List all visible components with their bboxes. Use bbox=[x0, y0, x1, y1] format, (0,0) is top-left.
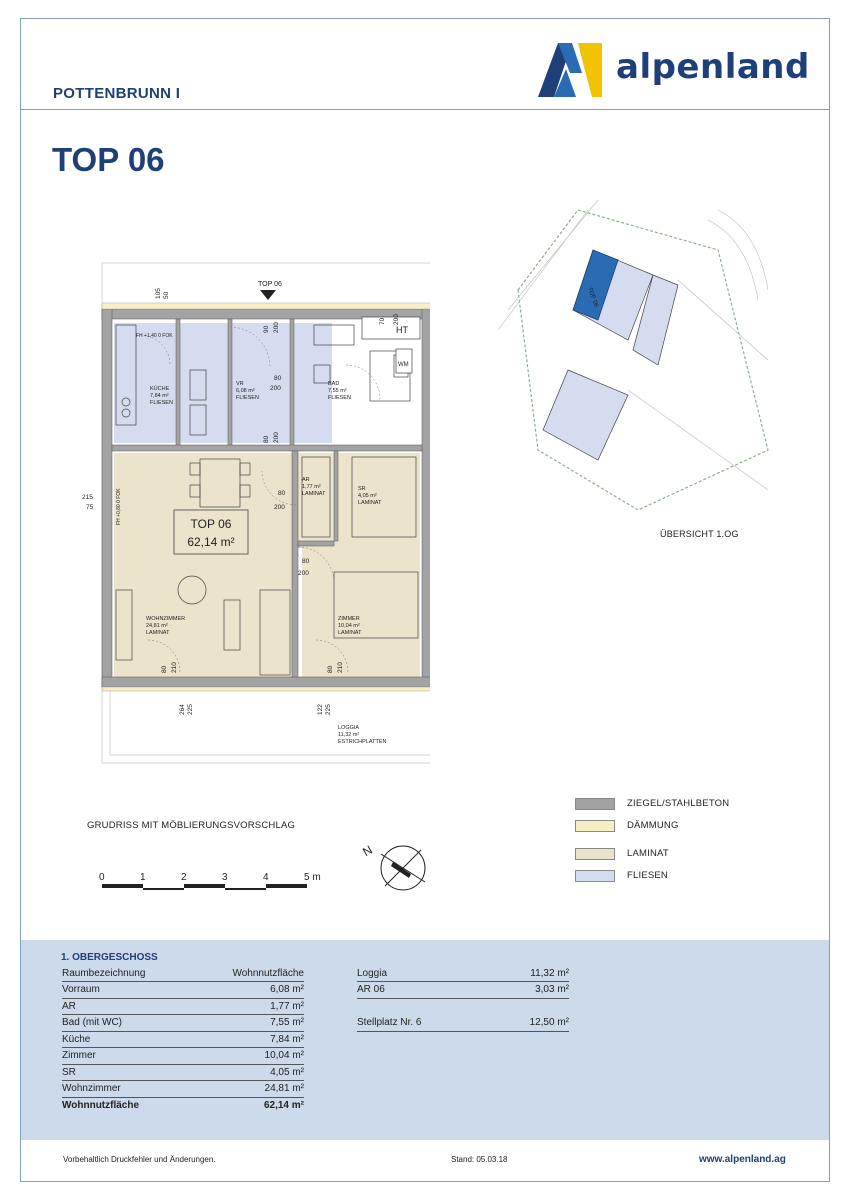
svg-text:210: 210 bbox=[171, 662, 178, 673]
svg-text:1,77 m²: 1,77 m² bbox=[302, 484, 321, 490]
footer bbox=[21, 1140, 829, 1181]
scale-label: 0 bbox=[99, 872, 105, 883]
table-row bbox=[62, 1031, 304, 1048]
extra-name bbox=[357, 998, 487, 1015]
legend-swatch bbox=[575, 848, 615, 860]
table-header-row bbox=[62, 965, 304, 982]
extra-name: AR 06 bbox=[357, 982, 487, 999]
svg-text:50: 50 bbox=[163, 291, 170, 299]
svg-text:122: 122 bbox=[317, 704, 324, 715]
svg-text:N: N bbox=[360, 842, 375, 860]
svg-text:80: 80 bbox=[302, 558, 310, 565]
table-row bbox=[62, 1081, 304, 1098]
table-row bbox=[62, 982, 304, 999]
overview-caption: ÜBERSICHT 1.OG bbox=[660, 529, 739, 539]
room-area: 6,08 m² bbox=[212, 982, 304, 999]
extra-area: 12,50 m² bbox=[487, 1015, 569, 1032]
svg-text:225: 225 bbox=[187, 704, 194, 715]
svg-text:215: 215 bbox=[82, 494, 93, 501]
site-boundary bbox=[518, 210, 768, 510]
svg-text:4,05 m²: 4,05 m² bbox=[358, 493, 377, 499]
legend bbox=[575, 780, 805, 890]
legend-swatch bbox=[575, 870, 615, 882]
total-row bbox=[62, 1097, 304, 1114]
scale-label: 2 bbox=[181, 872, 187, 883]
ht-label: HT bbox=[396, 325, 408, 335]
scale-label: 4 bbox=[263, 872, 269, 883]
legend-swatch bbox=[575, 798, 615, 810]
svg-text:6,08 m²: 6,08 m² bbox=[236, 388, 255, 394]
room-area: 1,77 m² bbox=[212, 998, 304, 1015]
scale-segment bbox=[143, 888, 184, 890]
svg-text:24,81 m²: 24,81 m² bbox=[146, 623, 168, 629]
wm-label: WM bbox=[398, 362, 409, 368]
svg-text:KÜCHE: KÜCHE bbox=[150, 386, 170, 392]
svg-text:LAMINAT: LAMINAT bbox=[146, 630, 170, 636]
room-name: Wohnzimmer bbox=[62, 1081, 212, 1098]
legend-label: FLIESEN bbox=[627, 870, 668, 881]
table-row bbox=[62, 1015, 304, 1032]
insulation-top bbox=[102, 303, 430, 309]
floor-plan bbox=[80, 245, 430, 810]
plan-caption: GRUDRISS MIT MÖBLIERUNGSVORSCHLAG bbox=[87, 820, 296, 831]
unit-area-value: 62,14 m² bbox=[187, 535, 235, 549]
svg-text:75: 75 bbox=[86, 504, 94, 511]
svg-text:FLIESEN: FLIESEN bbox=[236, 395, 259, 401]
footer-date: Stand: 05.03.18 bbox=[451, 1155, 508, 1164]
unit-marker-icon bbox=[260, 290, 276, 300]
svg-text:80: 80 bbox=[263, 435, 270, 443]
logo-wordmark: alpenland bbox=[616, 47, 810, 87]
svg-text:LAMINAT: LAMINAT bbox=[302, 491, 326, 497]
svg-text:200: 200 bbox=[274, 504, 285, 511]
svg-text:200: 200 bbox=[393, 314, 400, 325]
svg-text:80: 80 bbox=[278, 490, 286, 497]
footer-website-link[interactable]: www.alpenland.ag bbox=[699, 1154, 786, 1165]
svg-text:ZIMMER: ZIMMER bbox=[338, 616, 360, 622]
svg-text:264: 264 bbox=[179, 704, 186, 715]
column-header-value: Wohnnutzfläche bbox=[212, 965, 304, 982]
wohnzimmer-floor-fill bbox=[114, 453, 296, 678]
extra-area: 3,03 m² bbox=[487, 982, 569, 999]
logo-mark-icon bbox=[536, 39, 616, 101]
ht-box bbox=[362, 317, 420, 339]
level-note-kitchen: FH +1,40 0 FOK bbox=[136, 333, 173, 339]
scale-label: 5 m bbox=[304, 872, 321, 883]
room-area: 7,55 m² bbox=[212, 1015, 304, 1032]
north-arrow-icon bbox=[355, 830, 435, 900]
room-name: Küche bbox=[62, 1031, 212, 1048]
svg-text:210: 210 bbox=[337, 662, 344, 673]
room-area: 10,04 m² bbox=[212, 1048, 304, 1065]
table-row bbox=[357, 965, 569, 982]
tiled-area-fill bbox=[114, 323, 332, 443]
svg-text:105: 105 bbox=[155, 288, 162, 299]
svg-text:WOHNZIMMER: WOHNZIMMER bbox=[146, 616, 186, 622]
extra-name: Loggia bbox=[357, 965, 487, 982]
room-area: 24,81 m² bbox=[212, 1081, 304, 1098]
svg-text:FLIESEN: FLIESEN bbox=[150, 400, 173, 406]
company-logo bbox=[536, 39, 826, 101]
svg-text:7,84 m²: 7,84 m² bbox=[150, 393, 169, 399]
svg-text:80: 80 bbox=[161, 665, 168, 673]
svg-text:80: 80 bbox=[274, 375, 282, 382]
insulation-bottom bbox=[102, 687, 430, 691]
unit-area-title: TOP 06 bbox=[190, 517, 232, 531]
svg-text:VR: VR bbox=[236, 381, 244, 387]
surrounding-streets bbox=[498, 200, 768, 490]
extra-name: Stellplatz Nr. 6 bbox=[357, 1015, 487, 1032]
svg-text:SR: SR bbox=[358, 486, 366, 492]
project-name: POTTENBRUNN I bbox=[53, 85, 181, 102]
scale-label: 3 bbox=[222, 872, 228, 883]
column-header-name: Raumbezeichnung bbox=[62, 965, 212, 982]
table-row bbox=[62, 1064, 304, 1081]
svg-text:90: 90 bbox=[263, 325, 270, 333]
table-row bbox=[357, 982, 569, 999]
unit-title: TOP 06 bbox=[52, 141, 165, 178]
svg-text:200: 200 bbox=[273, 322, 280, 333]
table-row bbox=[62, 998, 304, 1015]
room-name: SR bbox=[62, 1064, 212, 1081]
footer-disclaimer: Vorbehaltlich Druckfehler und Änderungen. bbox=[63, 1155, 216, 1164]
floor-heading: 1. OBERGESCHOSS bbox=[61, 952, 158, 963]
svg-text:80: 80 bbox=[327, 665, 334, 673]
unit-tag: TOP 06 bbox=[258, 281, 282, 288]
svg-text:LAMINAT: LAMINAT bbox=[338, 630, 362, 636]
room-name: Zimmer bbox=[62, 1048, 212, 1065]
area-info-panel bbox=[21, 940, 829, 1140]
svg-text:AR: AR bbox=[302, 477, 310, 483]
svg-text:LAMINAT: LAMINAT bbox=[358, 500, 382, 506]
room-area: 4,05 m² bbox=[212, 1064, 304, 1081]
scale-segment bbox=[266, 884, 307, 888]
svg-text:225: 225 bbox=[325, 704, 332, 715]
legend-swatch bbox=[575, 820, 615, 832]
additional-area-table bbox=[357, 965, 569, 1032]
svg-text:LOGGIA: LOGGIA bbox=[338, 725, 360, 731]
svg-text:200: 200 bbox=[270, 385, 281, 392]
table-row bbox=[357, 1015, 569, 1032]
room-label-zimmer bbox=[338, 616, 362, 636]
total-label: Wohnnutzfläche bbox=[62, 1100, 140, 1111]
room-area: 7,84 m² bbox=[212, 1031, 304, 1048]
living-area-table bbox=[62, 965, 304, 1114]
highlighted-unit-label: TOP 06 bbox=[586, 286, 599, 308]
scale-bar bbox=[80, 850, 330, 890]
scale-label: 1 bbox=[140, 872, 146, 883]
extra-area bbox=[487, 998, 569, 1015]
room-name: Vorraum bbox=[62, 982, 212, 999]
svg-text:BAD: BAD bbox=[328, 381, 340, 387]
header bbox=[21, 19, 829, 110]
extra-area: 11,32 m² bbox=[487, 965, 569, 982]
table-row bbox=[357, 998, 569, 1015]
table-row bbox=[62, 1048, 304, 1065]
scale-segment bbox=[102, 884, 143, 888]
svg-text:200: 200 bbox=[273, 432, 280, 443]
scale-segment bbox=[184, 884, 225, 888]
svg-text:11,32 m²: 11,32 m² bbox=[338, 732, 360, 738]
legend-label: DÄMMUNG bbox=[627, 820, 679, 831]
washing-machine bbox=[396, 349, 412, 373]
svg-text:10,04 m²: 10,04 m² bbox=[338, 623, 360, 629]
svg-text:ESTRICHPLATTEN: ESTRICHPLATTEN bbox=[338, 739, 387, 745]
room-name: AR bbox=[62, 998, 212, 1015]
total-value: 62,14 m² bbox=[263, 1100, 304, 1111]
site-overview-map bbox=[478, 190, 778, 510]
svg-text:70: 70 bbox=[379, 317, 386, 325]
scale-segment bbox=[225, 888, 266, 890]
svg-text:FLIESEN: FLIESEN bbox=[328, 395, 351, 401]
svg-text:7,55 m²: 7,55 m² bbox=[328, 388, 347, 394]
level-note-living: FH +0,80 0 FOK bbox=[116, 488, 122, 525]
legend-label: LAMINAT bbox=[627, 848, 669, 859]
legend-label: ZIEGEL/STAHLBETON bbox=[627, 798, 730, 809]
room-label-bad bbox=[328, 381, 351, 401]
svg-text:200: 200 bbox=[298, 570, 309, 577]
room-name: Bad (mit WC) bbox=[62, 1015, 212, 1032]
